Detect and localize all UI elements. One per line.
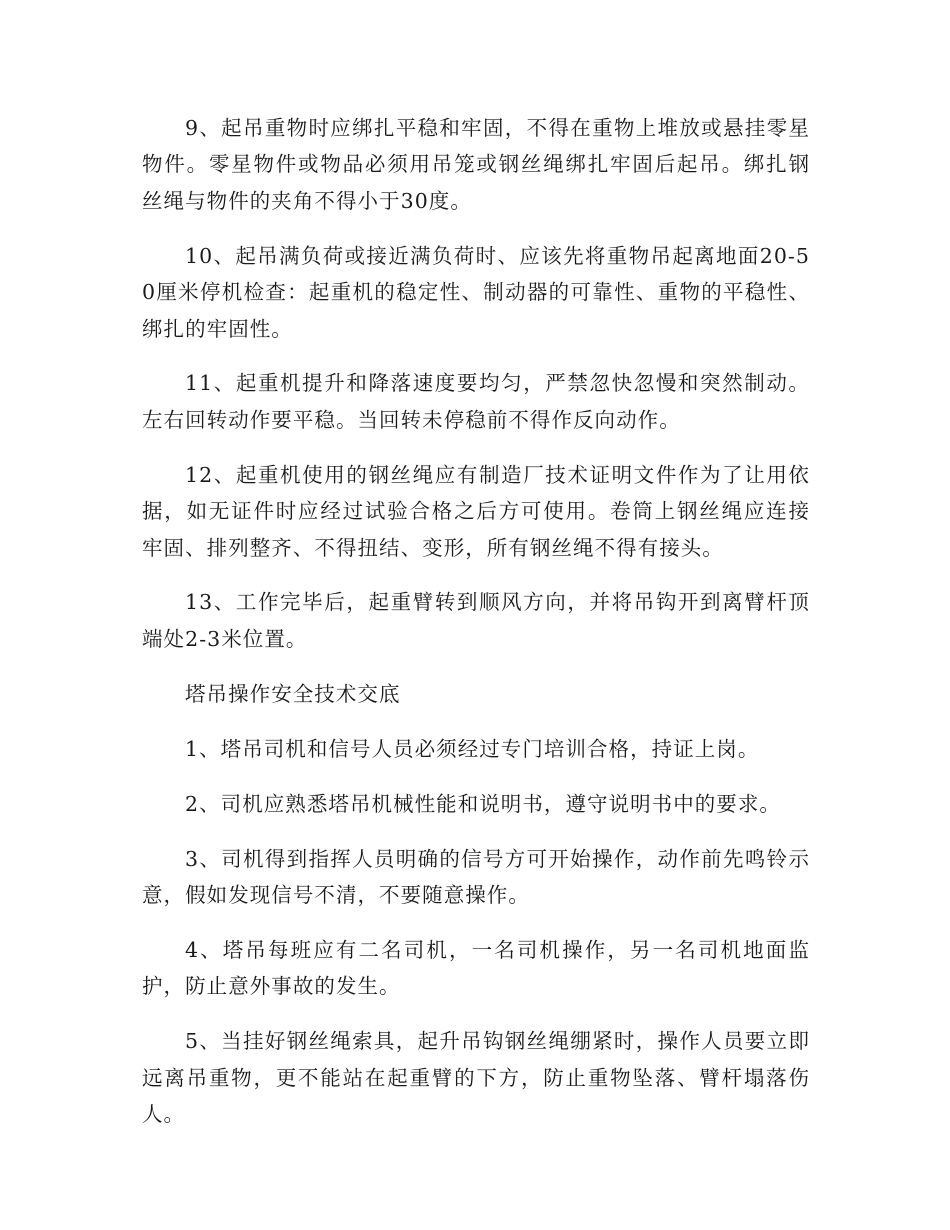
- paragraph-item-1: 1、塔吊司机和信号人员必须经过专门培训合格，持证上岗。: [185, 736, 760, 761]
- section-heading: 塔吊操作安全技术交底: [185, 681, 401, 706]
- document-body: [142, 110, 810, 1151]
- paragraph-item-9: 9、起吊重物时应绑扎平稳和牢固，不得在重物上堆放或悬挂零星物件。零星物件或物品必须用吊笼或钢丝绳绑扎牢固后起吊。绑扎钢丝绳与物件的夹角不得小于30度。: [142, 116, 810, 213]
- paragraph-item-4: 4、塔吊每班应有二名司机，一名司机操作，另一名司机地面监护，防止意外事故的发生。: [142, 937, 810, 999]
- paragraph-item-5: 5、当挂好钢丝绳索具，起升吊钩钢丝绳绷紧时，操作人员要立即远离吊重物，更不能站在起重臂的下方，防止重物坠落、臂杆塌落伤人。: [142, 1029, 810, 1126]
- paragraph-item-2: 2、司机应熟悉塔吊机械性能和说明书，遵守说明书中的要求。: [185, 791, 781, 816]
- paragraph-item-11: 11、起重机提升和降落速度要均匀，严禁忽快忽慢和突然制动。左右回转动作要平稳。当回转未停稳前不得作反向动作。: [142, 371, 810, 432]
- paragraph-item-13: 13、工作完毕后，起重臂转到顺风方向，并将吊钩开到离臂杆顶端处2-3米位置。: [142, 590, 810, 651]
- paragraph-item-12: 12、起重机使用的钢丝绳应有制造厂技术证明文件作为了让用依据，如无证件时应经过试验合格之后方可使用。卷筒上钢丝绳应连接牢固、排列整齐、不得扭结、变形，所有钢丝绳不得有接头。: [142, 462, 810, 560]
- paragraph-item-3: 3、司机得到指挥人员明确的信号方可开始操作，动作前先鸣铃示意，假如发现信号不清，不要随意操作。: [142, 846, 810, 907]
- paragraph-item-10: 10、起吊满负荷或接近满负荷时、应该先将重物吊起离地面20-50厘米停机检查：起重机的稳定性、制动器的可靠性、重物的平稳性、绑扎的牢固性。: [142, 243, 810, 341]
